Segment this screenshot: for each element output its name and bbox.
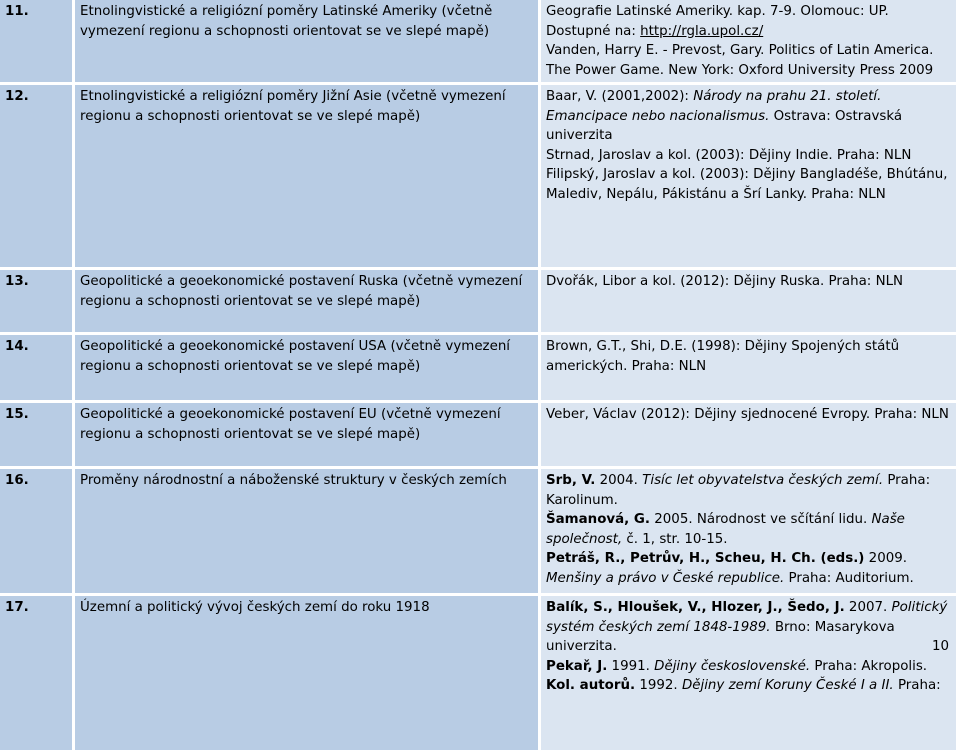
literature-cell	[540, 468, 958, 595]
table-row	[0, 334, 958, 402]
literature-entry: Balík, S., Hloušek, V., Hlozer, J., Šedo, J. 2007. Politický systém českých zemí 1848-1989. Brno: Masarykova univerzita.	[546, 600, 948, 654]
literature-cell	[540, 334, 958, 402]
literature-entry: Baar, V. (2001,2002): Národy na prahu 21. století. Emancipace nebo nacionalismus. Ostrava: Ostravská univerzita	[546, 89, 903, 143]
table-row	[0, 595, 958, 752]
literature-entry: Vanden, Harry E. - Prevost, Gary. Politics of Latin America. The Power Game. New York: Oxford University Press 2009	[546, 43, 934, 78]
row-number: 17.	[0, 595, 74, 752]
table-row	[0, 0, 958, 84]
literature-entry: Filipský, Jaroslav a kol. (2003): Dějiny Bangladéše, Bhútánu, Malediv, Nepálu, Pákistánu a Šrí Lanky. Praha: NLN	[546, 167, 948, 202]
topic-cell: Geopolitické a geoekonomické postavení USA (včetně vymezení regionu a schopnosti orientovat se ve slepé mapě)	[74, 334, 540, 402]
page-number: 10	[932, 639, 950, 654]
literature-cell	[540, 269, 958, 334]
literature-entry: Petráš, R., Petrův, H., Scheu, H. Ch. (eds.) 2009. Menšiny a právo v České republice. Praha: Auditorium.	[546, 551, 914, 586]
row-number: 16.	[0, 468, 74, 595]
table-row	[0, 84, 958, 269]
literature-entry: Brown, G.T., Shi, D.E. (1998): Dějiny Spojených států amerických. Praha: NLN	[546, 339, 900, 374]
table-row	[0, 269, 958, 334]
topic-cell: Etnolingvistické a religiózní poměry Latinské Ameriky (včetně vymezení regionu a schopnosti orientovat se ve slepé mapě)	[74, 0, 540, 84]
topic-cell: Proměny národnostní a náboženské struktury v českých zemích	[74, 468, 540, 595]
table-row	[0, 468, 958, 595]
literature-entry: Dvořák, Libor a kol. (2012): Dějiny Ruska. Praha: NLN	[546, 274, 904, 289]
literature-cell	[540, 0, 958, 84]
topic-cell: Geopolitické a geoekonomické postavení Ruska (včetně vymezení regionu a schopnosti orientovat se ve slepé mapě)	[74, 269, 540, 334]
literature-entry: Strnad, Jaroslav a kol. (2003): Dějiny Indie. Praha: NLN	[546, 147, 912, 163]
literature-entry: Geografie Latinské Ameriky. kap. 7-9. Olomouc: UP. Dostupné na: http://rgla.upol.cz/	[546, 4, 889, 39]
literature-entry: Veber, Václav (2012): Dějiny sjednocené Evropy. Praha: NLN	[546, 407, 949, 422]
row-number: 11.	[0, 0, 74, 84]
literature-cell	[540, 402, 958, 468]
topic-cell: Etnolingvistické a religiózní poměry Jižní Asie (včetně vymezení regionu a schopnosti orientovat se ve slepé mapě)	[74, 84, 540, 269]
literature-entry: Pekař, J. 1991. Dějiny československé. Praha: Akropolis.	[546, 658, 928, 674]
url-link[interactable]: http://rgla.upol.cz/	[640, 23, 764, 39]
table-row	[0, 402, 958, 468]
row-number: 13.	[0, 269, 74, 334]
row-number: 15.	[0, 402, 74, 468]
literature-entry: Šamanová, G. 2005. Národnost ve sčítání lidu. Naše společnost, č. 1, str. 10-15.	[546, 512, 905, 547]
topic-cell: Geopolitické a geoekonomické postavení EU (včetně vymezení regionu a schopnosti orientovat se ve slepé mapě)	[74, 402, 540, 468]
literature-cell	[540, 84, 958, 269]
topic-cell: Územní a politický vývoj českých zemí do roku 1918	[74, 595, 540, 752]
literature-entry: Kol. autorů. 1992. Dějiny zemí Koruny České I a II. Praha:	[546, 678, 941, 693]
literature-cell	[540, 595, 958, 752]
literature-entry: Srb, V. 2004. Tisíc let obyvatelstva českých zemí. Praha: Karolinum.	[546, 473, 931, 508]
row-number: 12.	[0, 84, 74, 269]
row-number: 14.	[0, 334, 74, 402]
